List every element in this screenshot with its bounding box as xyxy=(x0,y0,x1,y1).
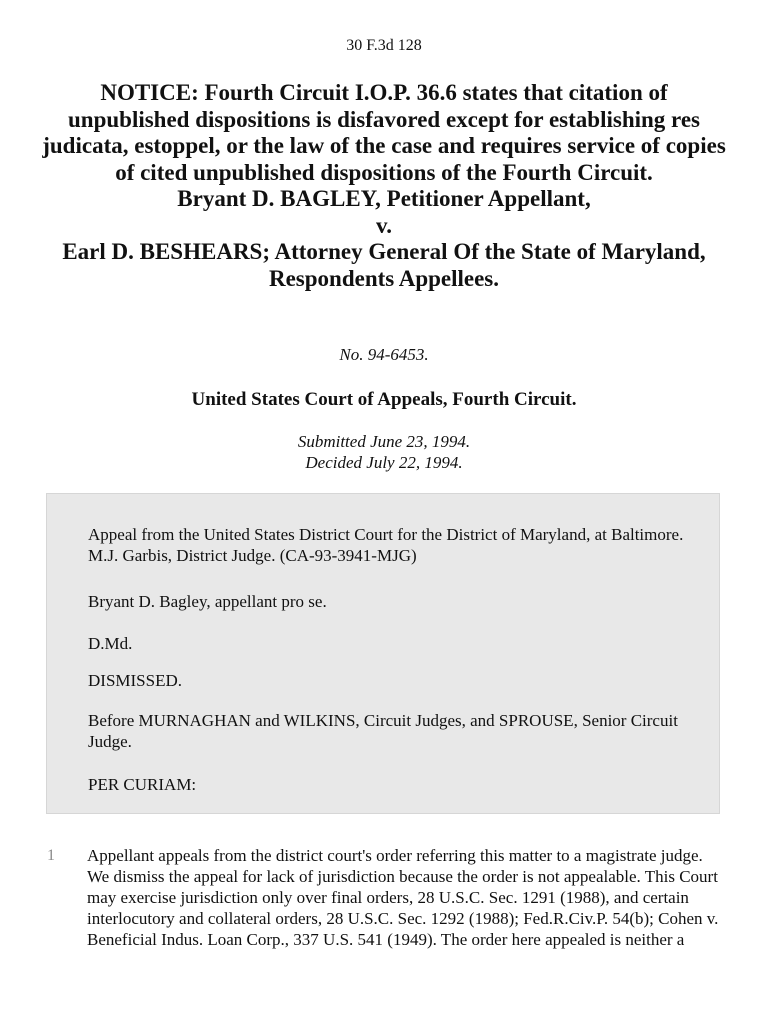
submitted-date: Submitted June 23, 1994. xyxy=(297,432,471,451)
court-name: United States Court of Appeals, Fourth Circuit. xyxy=(191,389,577,410)
counsel-text: Bryant D. Bagley, appellant pro se. xyxy=(88,592,327,611)
respondents-name: Earl D. BESHEARS; Attorney General Of the State of Maryland, Respondents Appellees. xyxy=(62,239,706,291)
versus-label: v. xyxy=(376,212,392,238)
notice-text: NOTICE: Fourth Circuit I.O.P. 36.6 states that citation of unpublished dispositions is disfavored except for establishing res judicata, estoppel, or the law of the case and requires service of copies of cited unpublished dispositions of the Fourth Circuit. xyxy=(42,80,726,185)
opinion-paragraph: Appellant appeals from the district court's order referring this matter to a magistrate judge. We dismiss the appeal for lack of jurisdiction because the order is not appealable. This Court may exercise jurisdiction only over final orders, 28 U.S.C. Sec. 1291 (1988), and certain interlocutory and collateral orders, 28 U.S.C. Sec. 1292 (1988); Fed.R.Civ.P. 54(b); Cohen v. Beneficial Indus. Loan Corp., 337 U.S. 541 (1949). The order here appealed is neither a xyxy=(87,846,719,949)
petitioner-name: Bryant D. BAGLEY, Petitioner Appellant, xyxy=(177,186,591,211)
case-heading xyxy=(40,80,728,292)
paragraph-number: 1 xyxy=(47,847,55,864)
docket-number: No. 94-6453. xyxy=(339,345,429,364)
disposition-text: DISMISSED. xyxy=(88,671,182,690)
appeal-from-text: Appeal from the United States District Court for the District of Maryland, at Baltimore. M.J. Garbis, District Judge. (CA-93-3941-MJG) xyxy=(88,525,684,565)
case-dates xyxy=(0,431,768,473)
per-curiam-label: PER CURIAM: xyxy=(88,775,197,794)
case-summary-box xyxy=(46,493,720,814)
decided-date: Decided July 22, 1994. xyxy=(305,453,463,472)
district-text: D.Md. xyxy=(88,634,133,653)
case-citation: 30 F.3d 128 xyxy=(346,37,422,54)
panel-text: Before MURNAGHAN and WILKINS, Circuit Judges, and SPROUSE, Senior Circuit Judge. xyxy=(88,711,678,751)
